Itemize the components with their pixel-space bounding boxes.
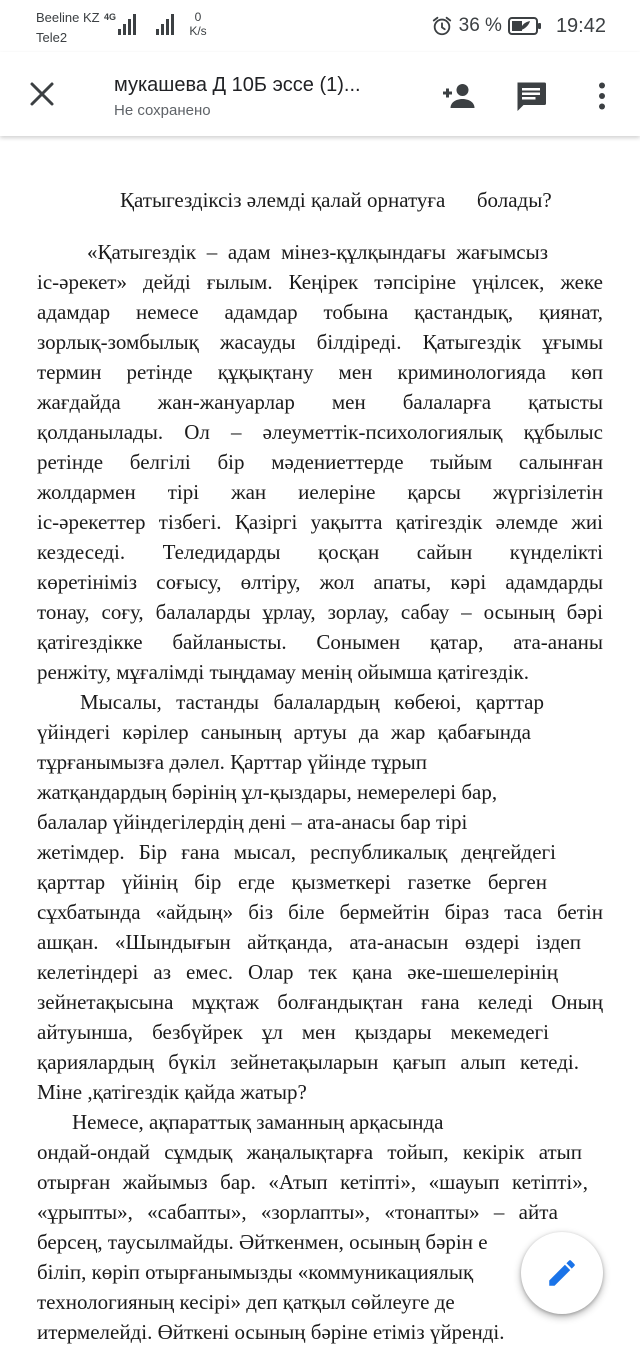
text-line: «ұрыпты», «сабапты», «зорлапты», «тонапты» – айта bbox=[37, 1200, 558, 1224]
text-line: жатқандардың бәрінің ұл-қыздары, немерелері бар, bbox=[37, 780, 498, 804]
comments-button[interactable] bbox=[513, 78, 549, 114]
battery-icon bbox=[508, 16, 542, 36]
text-line: қариялардың бүкіл зейнетақыларын қағып алып кетеді. bbox=[37, 1050, 579, 1074]
share-button[interactable] bbox=[440, 78, 476, 114]
text-line: ренжіту, мұғалімді тыңдамау менің ойымша қатігездік. bbox=[37, 660, 530, 684]
text-line: ашқан. «Шындығын айтқанда, ата-анасын өздері іздеп bbox=[37, 930, 581, 954]
close-icon bbox=[22, 74, 62, 114]
text-line: Міне ,қатігездік қайда жатыр? bbox=[37, 1080, 307, 1104]
text-line: зорлық-зомбылық жасауды білдіреді. Қатыгездік ұғымы bbox=[37, 330, 603, 354]
text-line: іс-әрекеттер тізбегі. Қазіргі уақытта қатігездік әлемде жиі bbox=[37, 510, 603, 534]
text-line: тонау, соғу, балаларды ұрлау, зорлау, сабау – осының бәрі bbox=[37, 600, 603, 624]
text-line: тұрғанымызға дәлел. Қарттар үйінде тұрып bbox=[37, 750, 427, 774]
comment-icon bbox=[513, 78, 549, 114]
speed-value: 0 bbox=[194, 10, 202, 24]
text-line: айтуынша, безбүйрек ұл мен қыздары мекемедегі bbox=[37, 1020, 549, 1044]
text-line: қарттар үйінің бір егде қызметкері газетке берген bbox=[37, 870, 547, 894]
text-line: қолданылады. Ол – әлеуметтік-психологиялық құбылыс bbox=[37, 420, 603, 444]
close-button[interactable] bbox=[22, 74, 62, 114]
status-bar bbox=[0, 0, 640, 50]
save-status: Не сохранено bbox=[114, 102, 211, 119]
carrier-1: Beeline KZ bbox=[36, 10, 100, 25]
text-line: ондай-ондай сұмдық жаңалықтарға тойып, кекірік атып bbox=[37, 1140, 582, 1164]
text-line: сұхбатында «айдың» біз біле бермейтін біраз таса бетін bbox=[37, 900, 603, 924]
text-line: балалар үйіндегілердің дені – ата-анасы бар тірі bbox=[37, 810, 468, 834]
text-line: Мысалы, тастанды балалардың көбеюі, қарттар bbox=[80, 690, 544, 714]
document-title: мукашева Д 10Б эссе (1)... bbox=[114, 74, 361, 96]
battery-percent: 36 % bbox=[458, 15, 502, 36]
text-line: көретініміз соғысу, өлтіру, жол апаты, кәрі адамдарды bbox=[37, 570, 603, 594]
network-speed bbox=[186, 10, 210, 38]
text-line: адамдар немесе адамдар тобына қастандық, қиянат, bbox=[37, 300, 603, 324]
edit-button[interactable] bbox=[521, 1232, 603, 1314]
network-type-1: 4G bbox=[104, 12, 117, 22]
text-line: «Қатыгездік – адам мінез-құлқындағы жағымсыз bbox=[87, 240, 548, 264]
text-line: термин ретінде құқықтану мен криминологияда көп bbox=[37, 360, 603, 384]
more-options-button[interactable] bbox=[584, 78, 620, 114]
text-line: технологияның кесірі» деп қатқыл сөйлеуге де bbox=[37, 1290, 455, 1314]
text-line: келетіндері аз емес. Олар тек қана әке-шешелерінің bbox=[37, 960, 558, 984]
text-line: жолдармен тірі жан иелеріне қарсы жүргізілетін bbox=[37, 480, 603, 504]
text-line: ретінде белгілі бір мәдениеттерде тыйым салынған bbox=[37, 450, 603, 474]
alarm-icon bbox=[431, 15, 453, 37]
text-line: біліп, көріп отырғанымызды «коммуникациялық bbox=[37, 1260, 474, 1284]
text-line: берсең, таусылмайды. Әйткенмен, осының бәрін е bbox=[37, 1230, 488, 1254]
app-bar bbox=[0, 52, 640, 136]
text-line: отырған жайымыз бар. «Атып кетіпті», «шауып кетіпті», bbox=[37, 1170, 588, 1194]
text-line: зейнетақысына мұқтаж болғандықтан ғана келеді Оның bbox=[37, 990, 603, 1014]
text-line: Немесе, ақпараттық заманның арқасында bbox=[72, 1110, 444, 1134]
text-line: кездеседі. Теледидарды қосқан сайын күнделікті bbox=[37, 540, 603, 564]
document-body[interactable] bbox=[0, 138, 640, 1351]
carrier-2: Tele2 bbox=[36, 30, 68, 45]
text-line: итермелейді. Өйткені осының бәріне етіміз үйренді. bbox=[37, 1320, 505, 1344]
more-vert-icon bbox=[584, 78, 620, 114]
text-line: жағдайда жан-жануарлар мен балаларға қатысты bbox=[37, 390, 603, 414]
text-line: жетімдер. Бір ғана мысал, республикалық деңгейдегі bbox=[37, 840, 556, 864]
clock: 19:42 bbox=[555, 14, 606, 37]
add-person-icon bbox=[440, 78, 476, 114]
edit-pencil-icon bbox=[545, 1256, 579, 1290]
text-line: үйіндегі кәрілер санының артуы да жар қабағында bbox=[37, 720, 531, 744]
text-line: іс-әрекет» дейді ғылым. Кеңірек тәпсіріне үңілсек, жеке bbox=[37, 270, 603, 294]
speed-unit: K/s bbox=[189, 24, 207, 38]
text-line: қатігездікке байланысты. Сонымен қатар, ата-ананы bbox=[37, 630, 603, 654]
document-heading: Қатыгездіксіз әлемді қалай орнатуға болады? bbox=[120, 188, 552, 212]
